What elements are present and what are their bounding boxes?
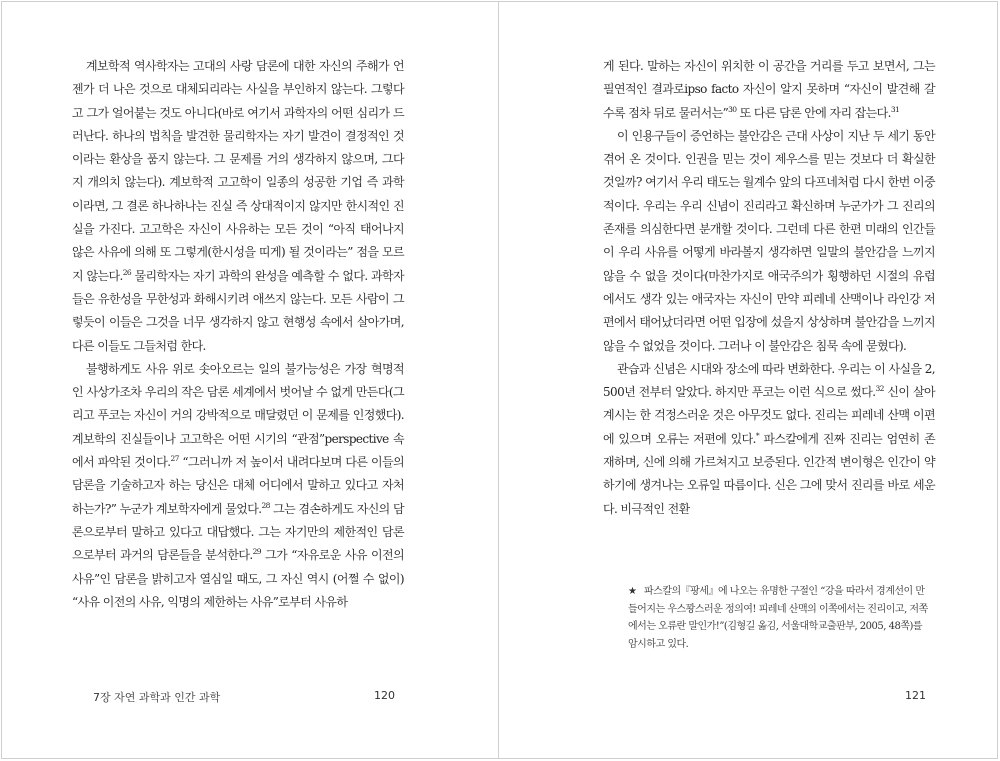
text-run: 파스칼에게 진짜 진리는 엄연히 존재하며, 신에 의해 가르쳐지고 보증된다. 인간적 변이형은 인간이 약하기에 생겨나는 오류일 따름이다. 신은 그에 맞서 진리를 바로 세운다. 비극적인 전환 xyxy=(603,431,935,516)
text-run: 계보학적 역사학자는 고대의 사랑 담론에 대한 자신의 주해가 언젠가 더 나은 것으로 대체되리라는 사실을 부인하지 않는다. 그렇다고 그가 얼어붙는 것도 아니다(바로 여기서 과학자의 어떤 심리가 드러난다. 하나의 법칙을 발견한 물리학자는 자기 발견이 결정적인 것이라는 환상을 품지 않는다. 그 문제를 거의 생각하지 않으며, 그다지 개의치 않는다). 계보학적 고고학이 일종의 성공한 기업 즉 과학이라면, 그 결론 하나하나는 진실 즉 상대적이지 않지만 한시적인 진실을 가진다. 고고학은 자신이 사유하는 모든 것이 “아직 태어나지 않은 사유에 의해 또 그렇게(한시성을 띠게) 될 것이라는” 점을 모르지 않는다. xyxy=(72,59,404,283)
note-reference: 32 xyxy=(875,384,884,394)
right-page-body xyxy=(603,55,935,521)
page-number-left: 120 xyxy=(374,689,395,702)
body-paragraph xyxy=(603,55,935,125)
page-number-right: 121 xyxy=(905,689,926,702)
left-page-body xyxy=(72,55,404,614)
text-run: 불행하게도 사유 위로 솟아오르는 일의 불가능성은 가장 혁명적인 사상가조차 우리의 작은 담론 세계에서 벗어날 수 없게 만든다(그리고 푸코는 자신이 거의 강박적으로 매달렸던 이 문제를 인정했다). 계보학의 진실들이나 고고학은 어떤 시기의 “관점”perspective 속에서 파악된 것이다. xyxy=(72,361,404,470)
text-run: 게 된다. 말하는 자신이 위치한 이 공간을 거리를 두고 보면서, 그는 필연적인 결과로ipso facto 자신이 알지 못하며 “자신이 발견해 갈수록 점차 뒤로 물러서는” xyxy=(603,59,935,120)
note-reference: 27 xyxy=(170,454,179,464)
body-paragraph xyxy=(72,55,404,358)
book-gutter xyxy=(498,1,499,759)
note-reference: 26 xyxy=(122,267,132,277)
text-run: 물리학자는 자기 과학의 완성을 예측할 수 없다. 과학자들은 유한성을 무한성과 화해시키려 애쓰지 않는다. 모든 사람이 그렇듯이 이들은 그것을 너무 생각하지 않고 현행성 속에서 살아가며, 다른 이들도 그들처럼 한다. xyxy=(72,268,404,353)
footnote-text: 파스칼의『팡세』에 나오는 유명한 구절인 “강을 따라서 경계선이 만들어지는 우스꽝스러운 정의여! 피레네 산맥의 이쪽에서는 진리이고, 저쪽에서는 오류란 말인가!”(김형길 옮김, 서울대학교출판부, 2005, 48쪽)를 암시하고 있다. xyxy=(628,586,928,650)
body-paragraph xyxy=(72,358,404,614)
note-reference: 28 xyxy=(261,500,270,510)
text-run: 그는 겸손하게도 자신의 담론으로부터 말하고 있다고 대답했다. 그는 자기만의 제한적인 담론으로부터 과거의 담론들을 분석한다. xyxy=(72,501,404,563)
text-run: 그가 “자유로운 사유 이전의 사유”인 담론을 밝히고자 열심일 때도, 그 자신 역시 (어쩔 수 없이) “사유 이전의 사유, 익명의 제한하는 사유”로부터 사유하 xyxy=(72,548,404,609)
text-run: 신이 살아 계시는 한 걱정스러운 것은 아무것도 없다. 진리는 피레네 산맥 이편에 있으며 오류는 저편에 있다. xyxy=(603,385,935,446)
note-reference: 29 xyxy=(252,547,261,557)
note-reference: 31 xyxy=(890,104,900,114)
body-paragraph xyxy=(603,358,935,521)
text-run: 관습과 신념은 시대와 장소에 따라 변화한다. 우리는 이 사실을 2,500년 전부터 알았다. 하지만 푸코는 이런 식으로 썼다. xyxy=(603,361,935,400)
note-reference: * xyxy=(755,430,759,440)
footnote-marker: ★ xyxy=(628,586,637,597)
note-reference: 30 xyxy=(728,104,737,114)
body-paragraph xyxy=(603,125,935,358)
running-head: 7장 자연 과학과 인간 과학 xyxy=(93,691,221,704)
text-run: “그러니까 저 높이서 내려다보며 다른 이들의 담론을 기술하고자 하는 당신은 대체 어디에서 말하고 있다고 자처하는가?” 누군가 계보학자에게 물었다. xyxy=(72,455,404,516)
text-run: 또 다른 담론 안에 자리 잡는다. xyxy=(736,105,891,120)
footnote xyxy=(628,583,928,653)
text-run: 이 인용구들이 증언하는 불안감은 근대 사상이 지난 두 세기 동안 겪어 온 것이다. 인권을 믿는 것이 제우스를 믿는 것보다 더 확실한 것일까? 여기서 우리 태도는 월계수 앞의 다프네처럼 다시 한번 이중적이다. 우리는 우리 신념이 진리라고 확신하며 누군가가 그 진리의 존재를 의심한다면 분개할 것이다. 그런데 다른 한편 미래의 인간들이 우리 사유를 어떻게 바라볼지 생각하면 일말의 불안감을 느끼지 않을 수 없을 것이다(마찬가지로 애국주의가 횡행하던 시절의 유럽에서도 생각 있는 애국자는 자신이 만약 피레네 산맥이나 라인강 저편에서 태어났더라면 어떤 입장에 섰을지 상상하며 불안감을 느끼지 않을 수 없었을 것이다. 그러나 이 불안감은 침묵 속에 묻혔다). xyxy=(603,128,935,353)
